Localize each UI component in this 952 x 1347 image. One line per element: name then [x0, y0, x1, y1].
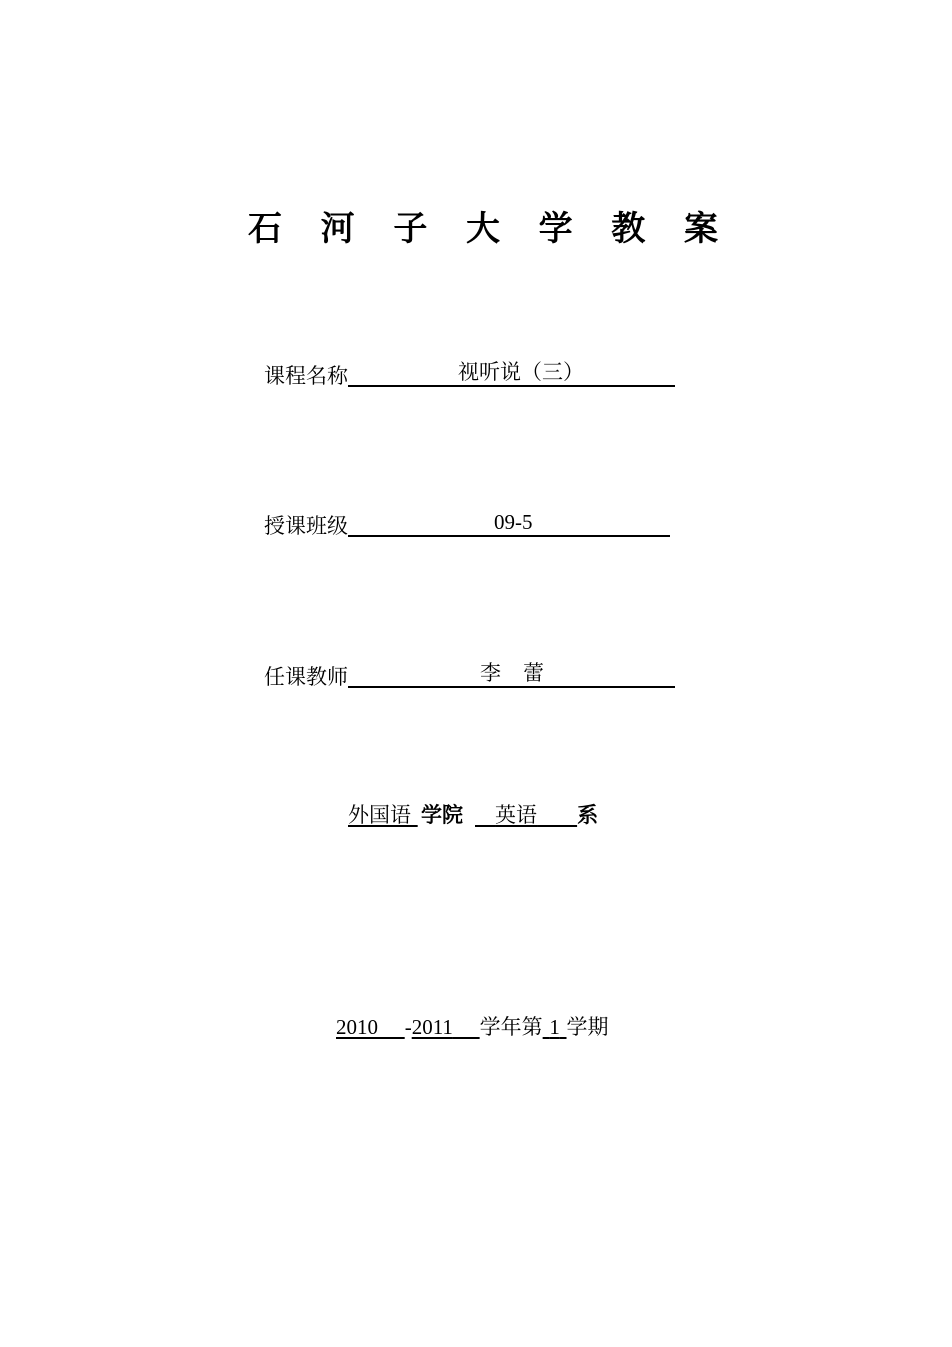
dept-name: 英语 — [495, 803, 538, 827]
term-number: 1 — [549, 1015, 560, 1039]
title-char: 教 — [611, 209, 646, 249]
class-label: 授课班级 — [264, 514, 348, 538]
end-year: 2011 — [411, 1015, 453, 1039]
teacher-underline — [348, 660, 675, 688]
department-line — [348, 800, 598, 830]
class-underline — [348, 509, 670, 537]
college-name: 外国语 — [348, 803, 411, 827]
document-title — [248, 204, 718, 254]
dept-underline-post — [537, 803, 577, 827]
course-name-value: 视听说（三） — [458, 360, 584, 384]
term-word: 学期 — [566, 1015, 609, 1039]
title-char: 子 — [393, 209, 428, 249]
title-char: 石 — [248, 209, 282, 249]
title-char: 学 — [538, 209, 573, 249]
term-line — [336, 1012, 609, 1042]
title-char: 大 — [465, 209, 500, 249]
course-name-label: 课程名称 — [264, 364, 348, 388]
class-value: 09-5 — [494, 510, 533, 534]
teacher-value: 李蕾 — [480, 661, 566, 685]
year-word: 学年第 — [479, 1015, 543, 1039]
class-field — [264, 510, 670, 540]
title-char: 案 — [683, 209, 718, 249]
year-dash: - — [404, 1015, 412, 1039]
college-suffix: 学院 — [421, 802, 463, 827]
dept-suffix: 系 — [577, 802, 599, 827]
teacher-field — [264, 661, 675, 691]
title-char: 河 — [320, 209, 355, 249]
teacher-label: 任课教师 — [264, 665, 348, 689]
course-name-underline — [348, 359, 675, 387]
course-name-field — [264, 360, 675, 390]
start-year: 2010 — [336, 1015, 378, 1039]
dept-underline-pre — [475, 803, 495, 827]
